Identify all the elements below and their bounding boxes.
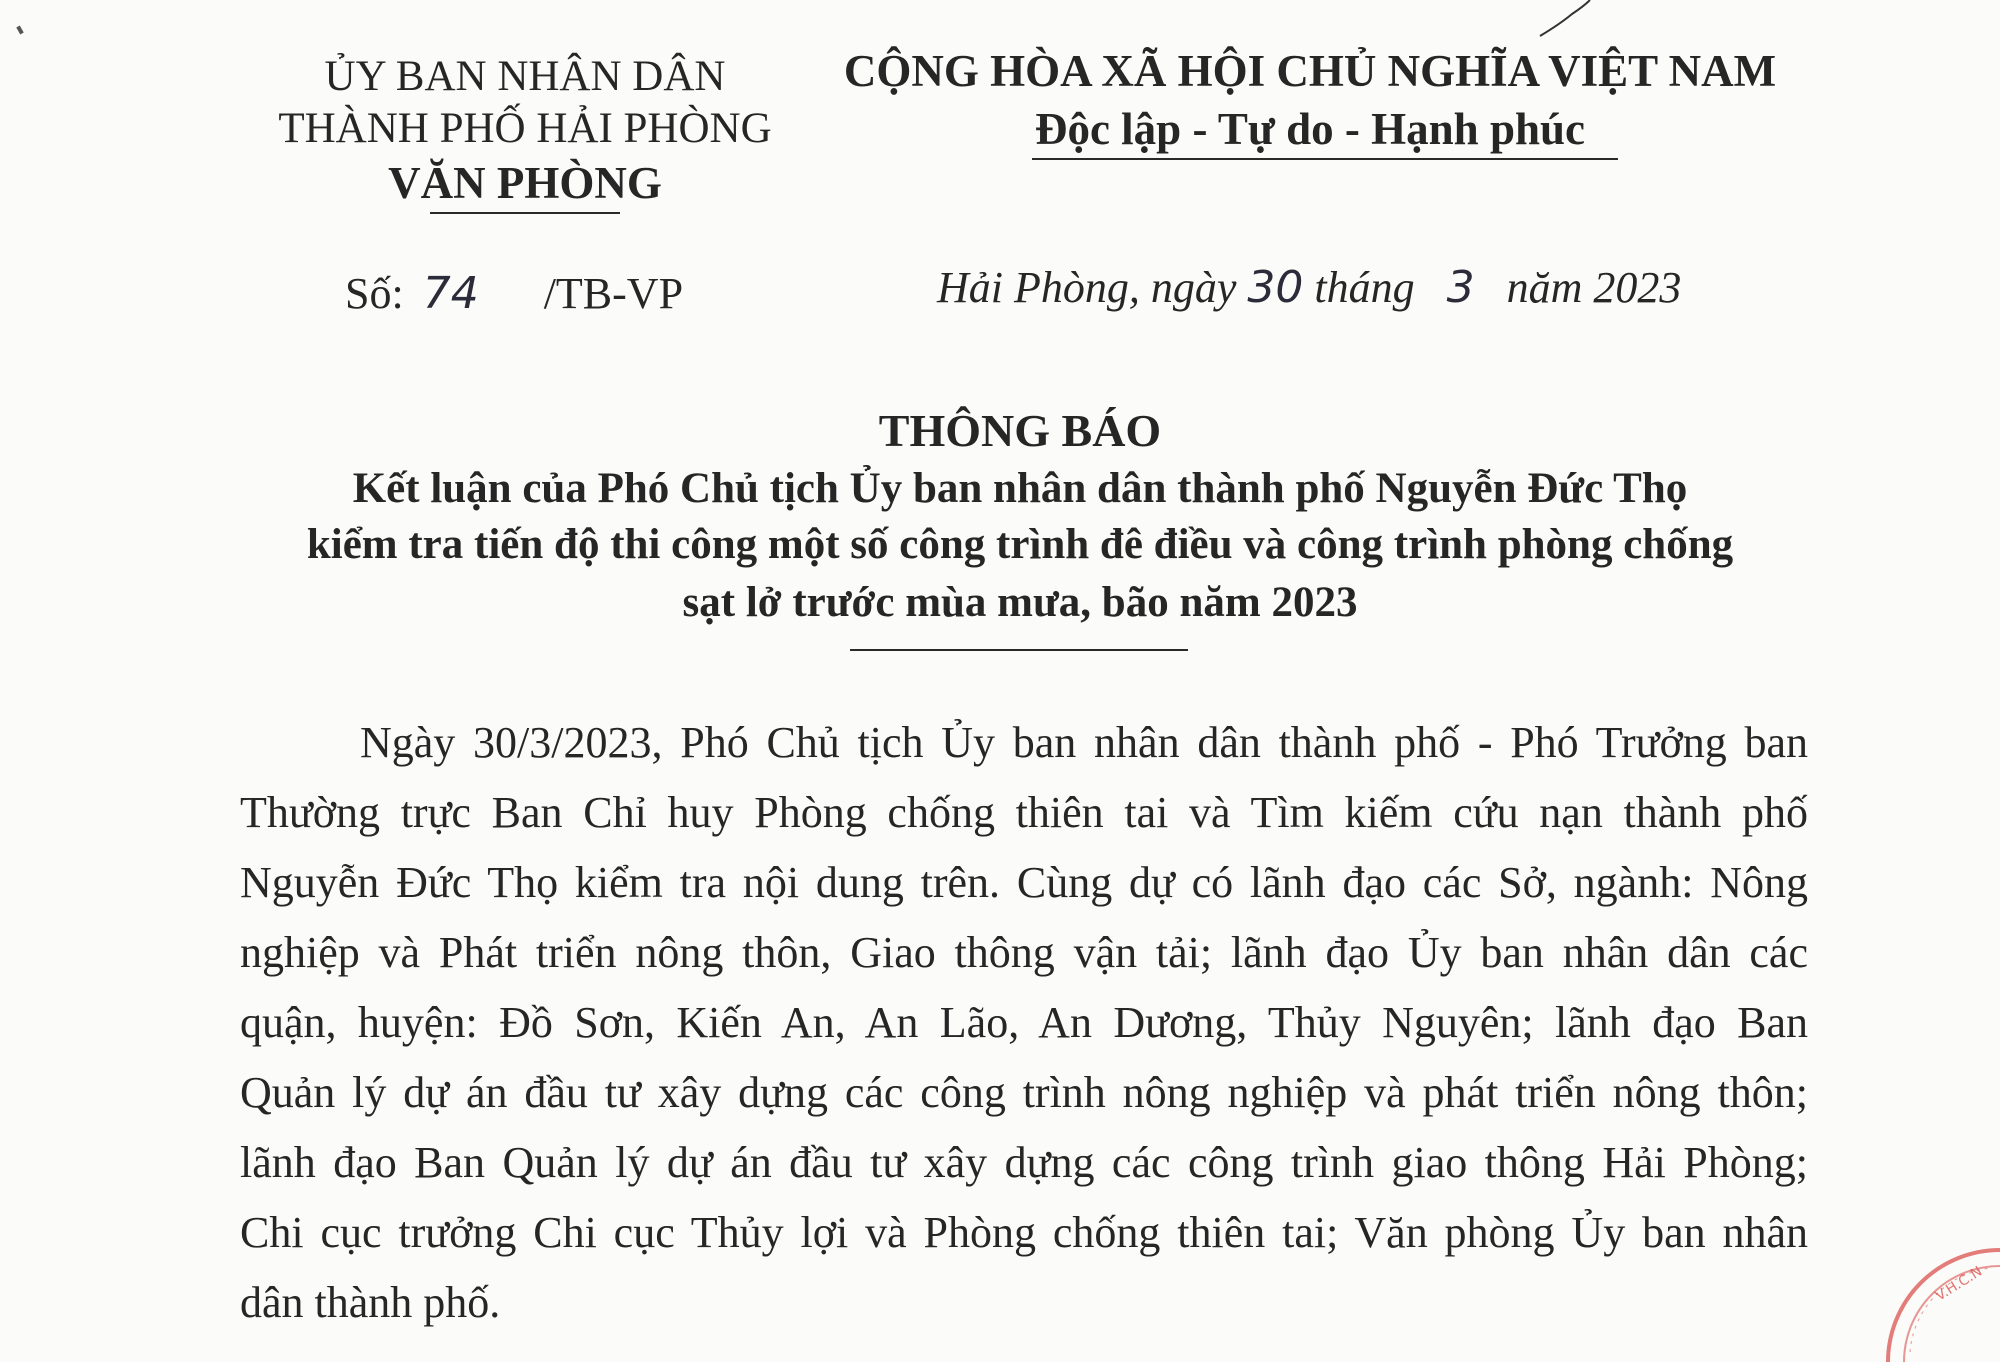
body-line: Ngày 30/3/2023, Phó Chủ tịch Ủy ban nhân dân thành phố - Phó Trưởng ban [360,718,1808,767]
document-heading: THÔNG BÁO [878,405,1162,456]
body-line: Quản lý dự án đầu tư xây dựng các công trình nông nghiệp và phát triển nông thôn; [240,1068,1808,1117]
body-line: quận, huyện: Đồ Sơn, Kiến An, An Lão, An Dương, Thủy Nguyên; lãnh đạo Ban [240,998,1808,1047]
agency-line-1: ỦY BAN NHÂN DÂN [324,53,726,100]
date-year: năm 2023 [1506,263,1682,312]
date-prefix: Hải Phòng, ngày [937,263,1237,312]
seal-icon [1870,1232,2000,1362]
document-number [345,268,683,319]
motto-underline [1032,158,1618,160]
issue-date [937,262,1681,313]
body-line: Chi cục trưởng Chi cục Thủy lợi và Phòng chống thiên tai; Văn phòng Ủy ban nhân [240,1208,1808,1257]
number-label: Số: [345,269,404,318]
national-title: CỘNG HÒA XÃ HỘI CHỦ NGHĨA VIỆT NAM [843,46,1777,96]
date-day: 30 [1247,262,1304,313]
body-line: Nguyễn Đức Thọ kiểm tra nội dung trên. Cùng dự có lãnh đạo các Sở, ngành: Nông [240,858,1808,907]
pen-mark [1530,0,1610,40]
body-line: lãnh đạo Ban Quản lý dự án đầu tư xây dựng các công trình giao thông Hải Phòng; [240,1138,1808,1187]
agency-underline [430,212,620,214]
title-line-1: Kết luận của Phó Chủ tịch Ủy ban nhân dân thành phố Nguyễn Đức Thọ [352,465,1688,512]
body-line: nghiệp và Phát triển nông thôn, Giao thông vận tải; lãnh đạo Ủy ban nhân dân các [240,928,1808,977]
agency-office: VĂN PHÒNG [388,158,662,208]
official-seal [1870,1232,2000,1362]
agency-line-2: THÀNH PHỐ HẢI PHÒNG [278,105,772,152]
title-line-2: kiểm tra tiến độ thi công một số công trình đê điều và công trình phòng chống [306,521,1734,568]
body-line: dân thành phố. [240,1278,501,1327]
date-month-label: tháng [1314,263,1415,312]
body-line: Thường trực Ban Chỉ huy Phòng chống thiên tai và Tìm kiếm cứu nạn thành phố [240,788,1808,837]
title-underline [850,649,1188,651]
scan-speck [16,26,23,35]
number-suffix: /TB-VP [543,269,684,318]
national-motto: Độc lập - Tự do - Hạnh phúc [1034,104,1586,154]
number-handwritten: 74 [422,268,479,319]
date-month: 3 [1446,262,1475,313]
title-line-3: sạt lở trước mùa mưa, bão năm 2023 [682,579,1358,626]
svg-text:V.H.C.N: V.H.C.N [1932,1263,1986,1305]
